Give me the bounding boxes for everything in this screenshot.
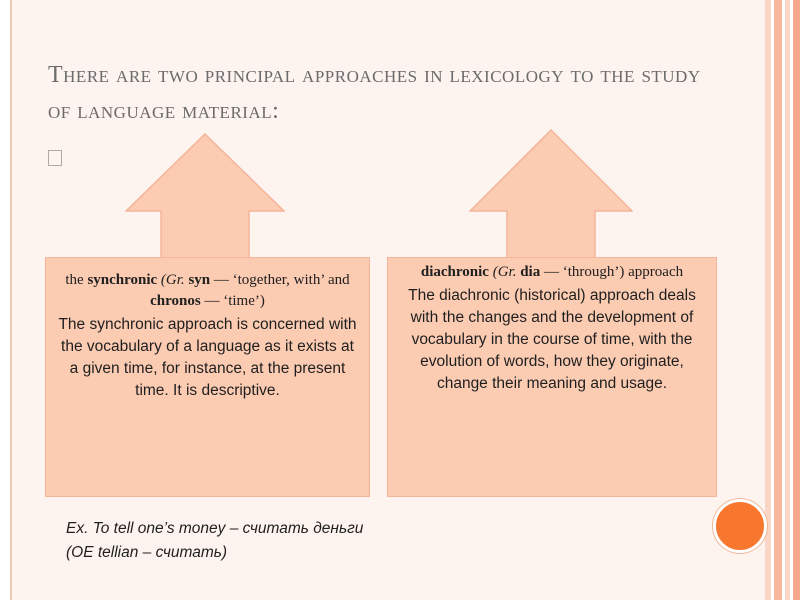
dia-term: dia xyxy=(520,264,541,280)
decorative-stripes xyxy=(765,0,800,600)
up-arrow-left-icon xyxy=(125,133,285,259)
example-line-1: Ex. To tell one’s money – считать деньги xyxy=(66,520,364,537)
decorative-circle xyxy=(713,499,767,553)
diachronic-box xyxy=(387,257,717,497)
diachronic-term: diachronic xyxy=(420,264,489,280)
bullet-placeholder-icon xyxy=(48,150,62,166)
synchronic-heading-part: — ‘together, with’ and xyxy=(210,272,350,288)
synchronic-heading-part: the xyxy=(65,272,88,288)
stripe-1 xyxy=(765,0,771,600)
synchronic-box xyxy=(45,257,370,497)
diachronic-heading-part: — ‘through’) approach xyxy=(540,264,684,280)
example-text xyxy=(66,517,506,565)
stripe-2 xyxy=(774,0,782,600)
synchronic-heading xyxy=(58,270,357,312)
synchronic-term: synchronic xyxy=(87,272,158,288)
chronos-term: chronos xyxy=(150,293,201,309)
stripe-3 xyxy=(785,0,790,600)
diachronic-description: The diachronic (historical) approach deals with the changes and the development of vocabulary in the course of time, with the evolution of words, how they originate, change their meaning and usage. xyxy=(408,287,696,392)
synchronic-description: The synchronic approach is concerned with the vocabulary of a language as it exists at a given time, for instance, at the present time. It is descriptive. xyxy=(58,316,357,399)
stripe-4 xyxy=(793,0,800,600)
syn-term: syn xyxy=(188,272,211,288)
up-arrow-right-icon xyxy=(469,129,633,259)
diachronic-heading xyxy=(398,262,706,283)
slide-title: There are two principal approaches in lexicology to the study of language material: xyxy=(48,62,701,124)
synchronic-heading-part: (Gr. xyxy=(157,272,189,288)
synchronic-heading-part: — ‘time’) xyxy=(200,293,265,309)
diachronic-heading-part: (Gr. xyxy=(488,264,521,280)
example-line-2: (OE tellian – считать) xyxy=(66,544,228,561)
